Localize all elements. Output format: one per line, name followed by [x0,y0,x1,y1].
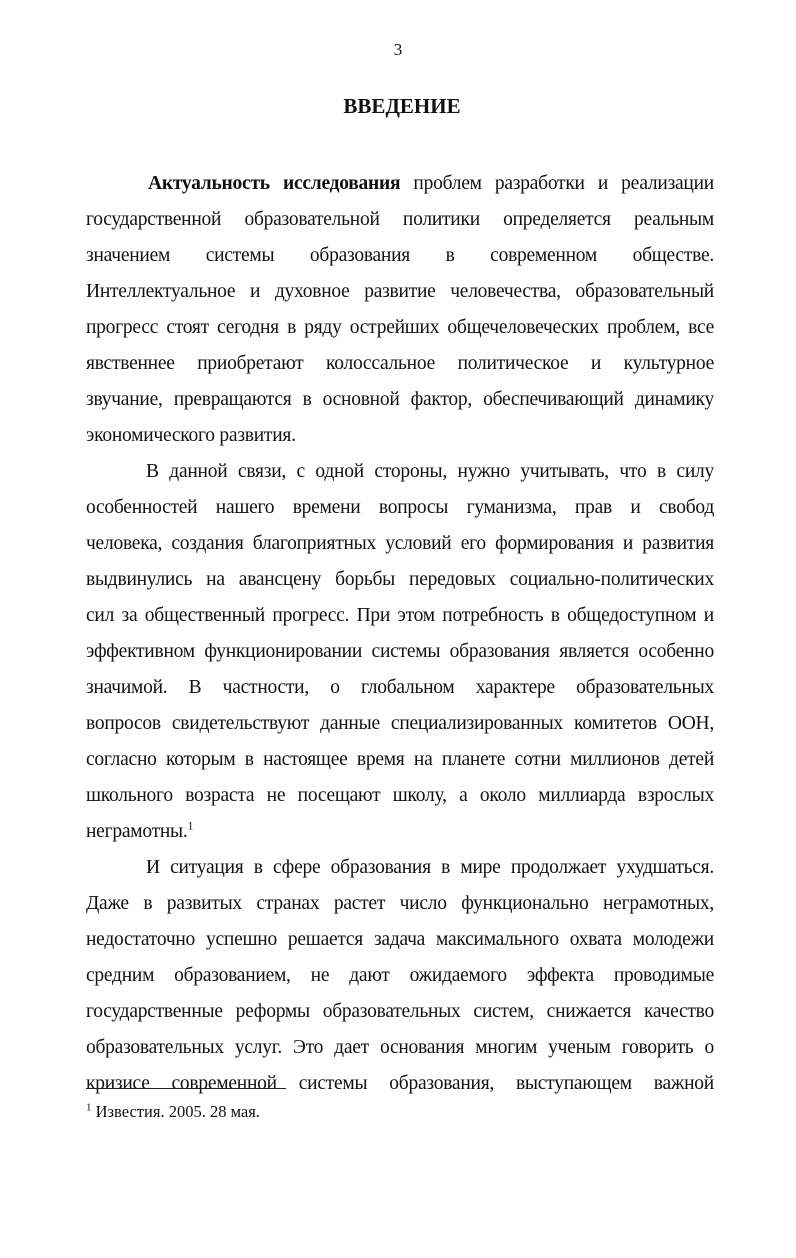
paragraph [86,166,714,454]
text-line [86,454,714,490]
line-text: школьного возраста не посещают школу, а около миллиарда взрослых [86,785,714,806]
paragraph [86,850,714,1102]
text-line [86,706,714,742]
footnote-marker: 1 [86,1101,92,1114]
footnote-reference[interactable]: 1 [187,818,194,833]
text-line [86,346,714,382]
text-line [86,598,714,634]
text-line [86,850,714,886]
body-text [86,166,714,1102]
line-text: эффективном функционировании системы образования является особенно [86,641,714,662]
line-text: особенностей нашего времени вопросы гуманизма, прав и свобод [86,497,714,518]
text-line [86,202,714,238]
section-title: ВВЕДЕНИЕ [343,94,461,118]
text-line [86,166,714,202]
line-text: государственной образовательной политики определяется реальным [86,209,714,230]
footnote-text: Известия. 2005. 28 мая. [91,1102,260,1121]
line-text: экономического развития. [86,425,296,446]
line-text: прогресс стоят сегодня в ряду острейших общечеловеческих проблем, все [86,317,714,338]
line-text: образовательных услуг. Это дает основания многим ученым говорить о [86,1037,714,1058]
page-number: 3 [393,40,403,59]
line-text: В данной связи, с одной стороны, нужно учитывать, что в силу [146,461,714,482]
line-text: выдвинулись на авансцену борьбы передовых социально-политических [86,569,714,590]
text-line [86,490,714,526]
footnote-separator [86,1088,286,1089]
line-text: государственные реформы образовательных систем, снижается качество [86,1001,714,1022]
text-line [86,994,714,1030]
line-text: вопросов свидетельствуют данные специализированных комитетов ООН, [86,713,714,734]
text-line [86,274,714,310]
line-text: значимой. В частности, о глобальном характере образовательных [86,677,714,698]
text-line [86,958,714,994]
line-text: значением системы образования в современном обществе. [86,245,714,266]
text-line [86,418,714,454]
line-text: неграмотны. [86,821,188,842]
lead-bold-text: Актуальность исследования [148,173,401,194]
text-line [86,670,714,706]
line-text: Даже в развитых странах растет число функционально неграмотных, [86,893,714,914]
line-text: проблем разработки и реализации [400,173,714,194]
text-line [86,310,714,346]
text-line [86,382,714,418]
footnote [86,1102,260,1122]
text-line [86,742,714,778]
text-line [86,562,714,598]
line-text: кризисе современной системы образования, выступающем важной [86,1073,714,1094]
line-text: недостаточно успешно решается задача максимального охвата молодежи [86,929,714,950]
text-line [86,1030,714,1066]
paragraph [86,454,714,850]
text-line [86,886,714,922]
line-text: средним образованием, не дают ожидаемого эффекта проводимые [86,965,714,986]
line-text: звучание, превращаются в основной фактор, обеспечивающий динамику [86,389,714,410]
line-text: сил за общественный прогресс. При этом потребность в общедоступном и [86,605,714,626]
text-line [86,634,714,670]
line-text: согласно которым в настоящее время на планете сотни миллионов детей [86,749,714,770]
line-text: И ситуация в сфере образования в мире продолжает ухудшаться. [146,857,714,878]
line-text: человека, создания благоприятных условий его формирования и развития [86,533,714,554]
line-text: Интеллектуальное и духовное развитие человечества, образовательный [86,281,714,302]
text-line [86,814,714,850]
text-line [86,526,714,562]
line-text: явственнее приобретают колоссальное политическое и культурное [86,353,714,374]
text-line [86,238,714,274]
text-line [86,922,714,958]
text-line [86,1066,714,1102]
text-line [86,778,714,814]
